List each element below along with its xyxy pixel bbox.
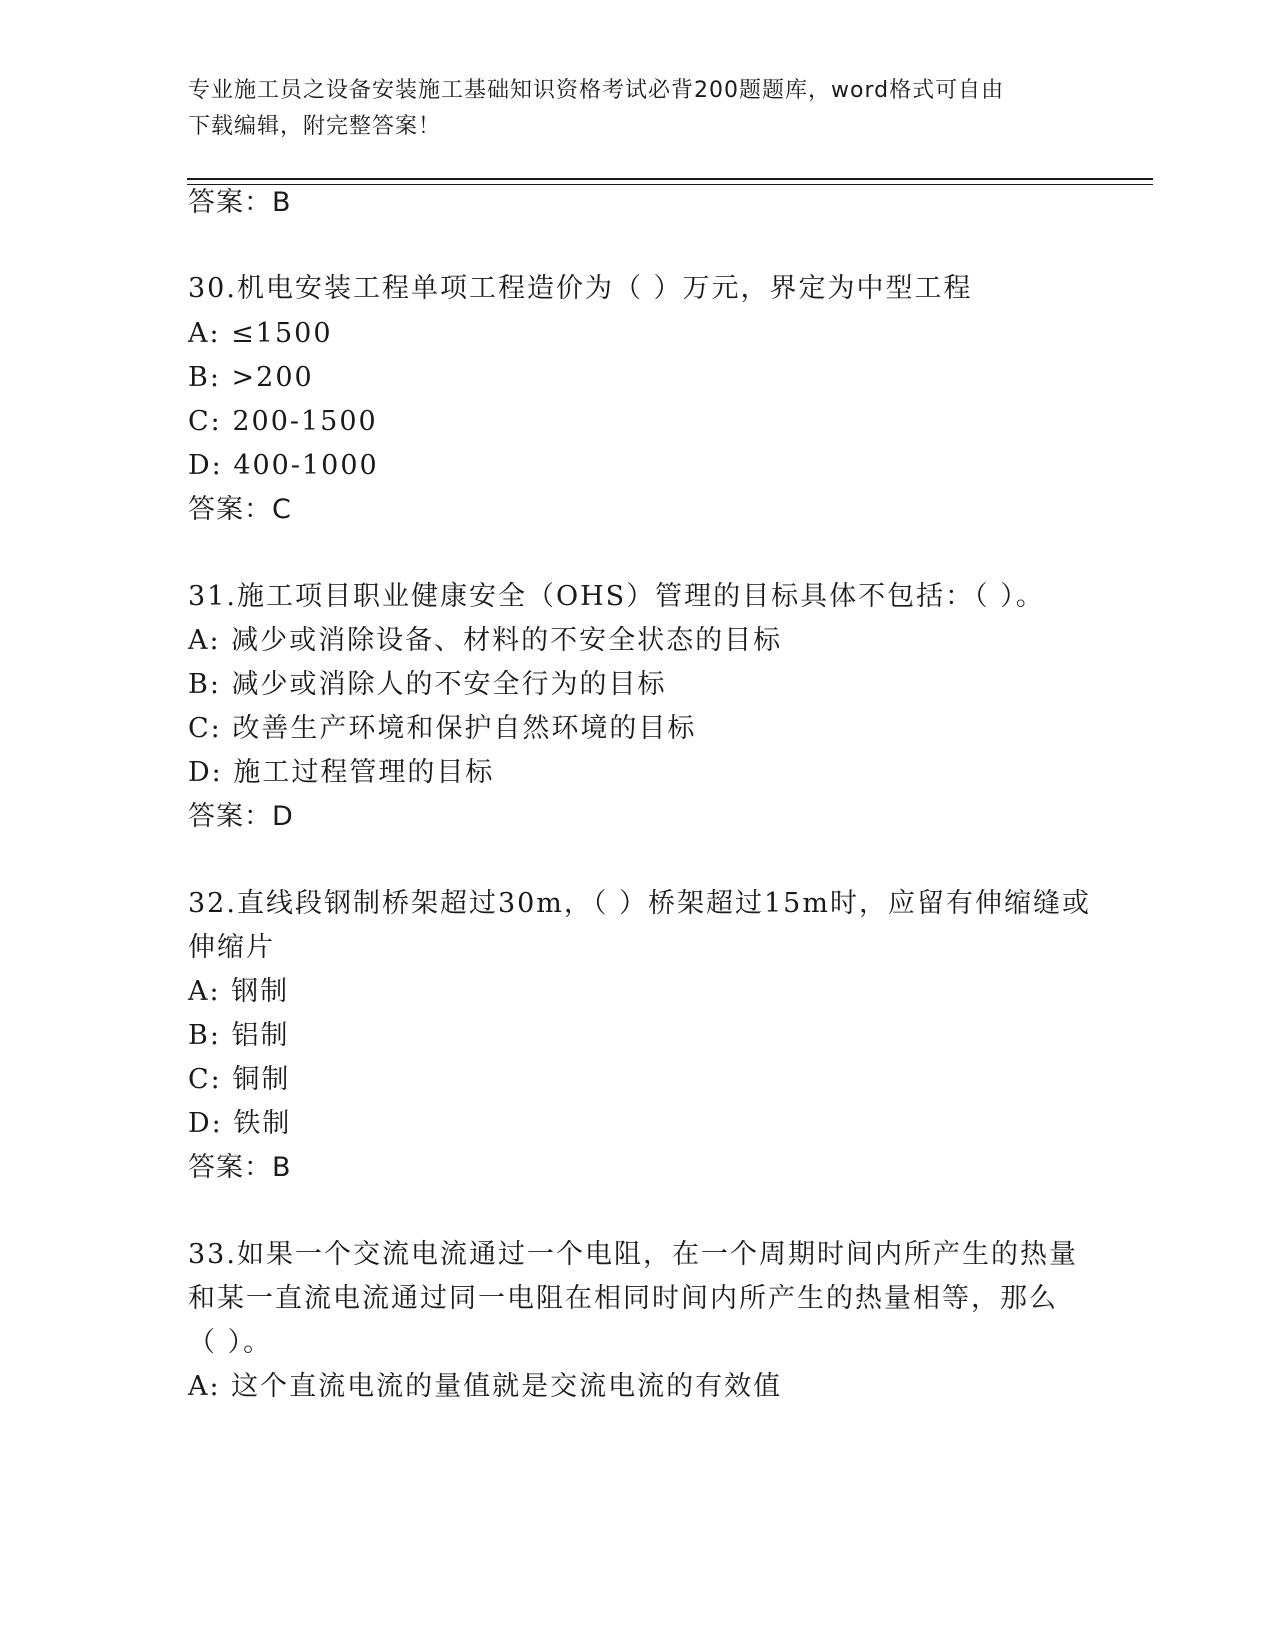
option-a: A: ≤1500 bbox=[188, 318, 333, 349]
header-divider-thin bbox=[187, 184, 1153, 185]
question-stem-line-1: 33.如果一个交流电流通过一个电阻，在一个周期时间内所产生的热量 bbox=[188, 1239, 1078, 1270]
option-b: B: 铝制 bbox=[188, 1020, 290, 1051]
answer: 答案：D bbox=[188, 801, 294, 832]
document-header bbox=[188, 73, 1068, 145]
answer: 答案：B bbox=[188, 1152, 292, 1183]
option-d: D: 铁制 bbox=[188, 1108, 292, 1139]
option-a: A: 减少或消除设备、材料的不安全状态的目标 bbox=[188, 625, 783, 656]
question-stem-line-2: 伸缩片 bbox=[188, 932, 275, 963]
question-stem: 31.施工项目职业健康安全（OHS）管理的目标具体不包括：（ ）。 bbox=[188, 581, 1045, 612]
option-d: D: 400-1000 bbox=[188, 450, 379, 481]
header-divider-thick bbox=[187, 178, 1153, 180]
option-b: B: >200 bbox=[188, 362, 314, 393]
option-d: D: 施工过程管理的目标 bbox=[188, 757, 495, 788]
question-stem-line-3: （ ）。 bbox=[188, 1327, 273, 1358]
prev-answer: 答案：B bbox=[188, 187, 292, 218]
question-stem-line-2: 和某一直流电流通过同一电阻在相同时间内所产生的热量相等，那么 bbox=[188, 1283, 1058, 1314]
option-c: C: 200-1500 bbox=[188, 406, 378, 437]
header-line-1: 专业施工员之设备安装施工基础知识资格考试必背200题题库，word格式可自由 bbox=[188, 78, 1005, 103]
question-stem: 30.机电安装工程单项工程造价为（ ）万元，界定为中型工程 bbox=[188, 273, 973, 304]
option-a: A: 这个直流电流的量值就是交流电流的有效值 bbox=[188, 1371, 783, 1402]
option-c: C: 铜制 bbox=[188, 1064, 291, 1095]
option-b: B: 减少或消除人的不安全行为的目标 bbox=[188, 669, 667, 700]
header-line-2: 下载编辑，附完整答案！ bbox=[188, 114, 442, 139]
answer: 答案：C bbox=[188, 494, 292, 525]
option-c: C: 改善生产环境和保护自然环境的目标 bbox=[188, 713, 697, 744]
question-stem-line-1: 32.直线段钢制桥架超过30m，（ ）桥架超过15m时，应留有伸缩缝或 bbox=[188, 888, 1091, 919]
option-a: A: 钢制 bbox=[188, 976, 290, 1007]
